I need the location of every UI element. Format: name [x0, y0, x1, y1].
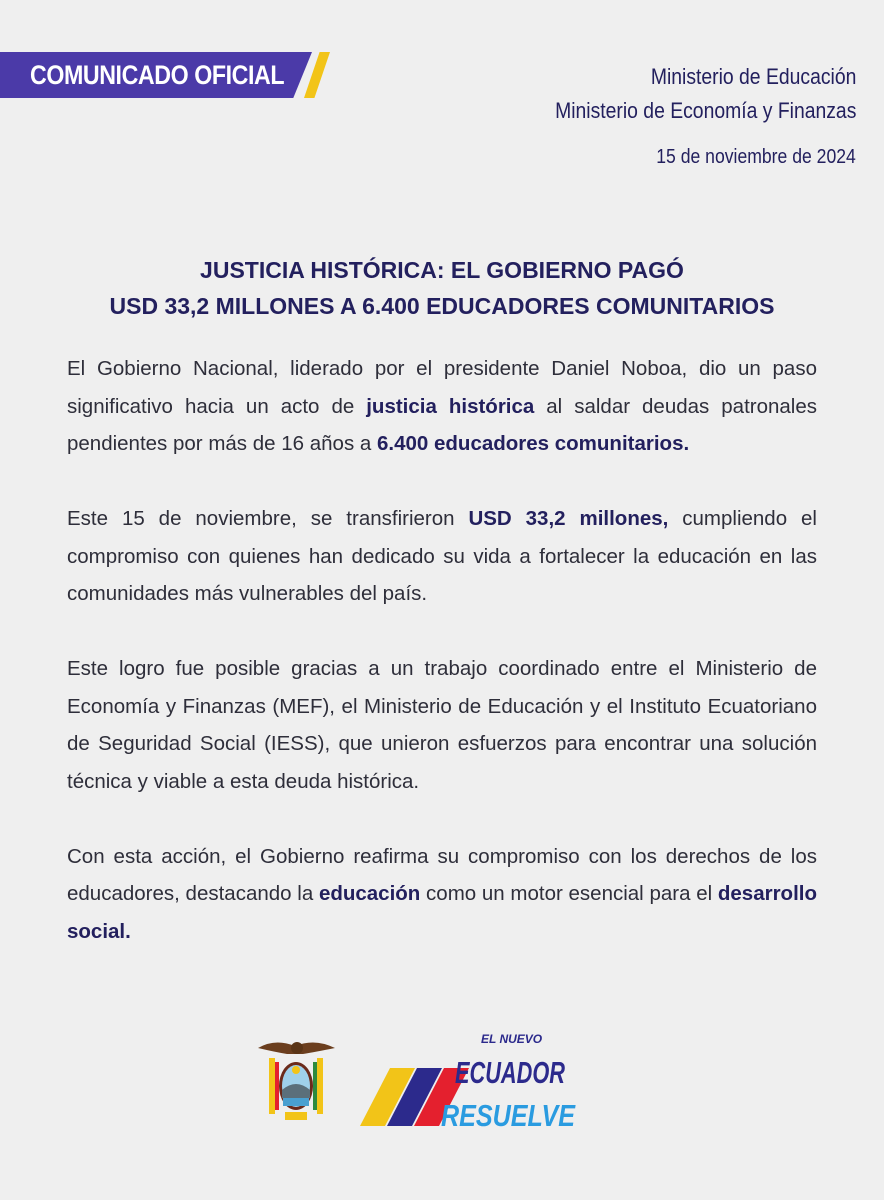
text: Este logro fue posible gracias a un trabajo coordinado entre el Ministerio de Economía y Finanzas (MEF), el Ministerio de Educación y el Instituto Ecuatoriano de Seguridad Social (IESS), que unieron esfuerzos para encontrar una solución técnica y viable a esta deuda histórica.	[67, 657, 817, 793]
text: Con esta acción, el Gobierno reafirma su compromiso con los derechos de los educadores, destacando la	[67, 844, 817, 905]
logos	[255, 1028, 585, 1141]
bold-text: justicia histórica	[366, 394, 535, 418]
text: El Gobierno Nacional, liderado por el presidente Daniel Noboa, dio un paso significativo hacia un acto de	[67, 357, 817, 418]
ministry-education: Ministerio de Educación	[650, 64, 856, 89]
comunicado-badge: COMUNICADO OFICIAL	[30, 60, 285, 90]
page-title	[0, 252, 884, 324]
body-paragraph	[67, 500, 817, 613]
ministry-economy: Ministerio de Economía y Finanzas	[554, 98, 856, 123]
body-paragraph	[67, 350, 817, 463]
text: Este 15 de noviembre, se transfirieron	[67, 507, 469, 530]
text: cumpliendo el compromiso con quienes han dedicado su vida a fortalecer la educación en las comunidades más vulnerables del país.	[67, 507, 817, 605]
bold-text: 6.400 educadores comunitarios.	[377, 432, 690, 455]
body-paragraph	[67, 650, 817, 800]
title-line-2: USD 33,2 MILLONES A 6.400 EDUCADORES COMUNITARIOS	[109, 293, 775, 319]
text: al saldar deudas patronales pendientes por más de 16 años a	[67, 394, 817, 455]
text: como un motor esencial para el	[420, 882, 718, 905]
ministries	[555, 60, 856, 128]
ecuador-coat-of-arms-icon	[258, 1042, 335, 1120]
date: 15 de noviembre de 2024	[656, 146, 856, 168]
title-line-1: JUSTICIA HISTÓRICA: EL GOBIERNO PAGÓ	[200, 257, 684, 283]
bold-text: educación	[318, 882, 421, 905]
bold-text: USD 33,2 millones,	[468, 507, 669, 530]
press-body	[67, 350, 817, 988]
logo-line-3: RESUELVE	[441, 1098, 577, 1133]
bold-text: desarrollo social.	[67, 882, 817, 943]
body-paragraph	[67, 838, 817, 951]
logo-line-1: EL NUEVO	[481, 1032, 543, 1046]
logo-line-2: ECUADOR	[455, 1055, 566, 1090]
